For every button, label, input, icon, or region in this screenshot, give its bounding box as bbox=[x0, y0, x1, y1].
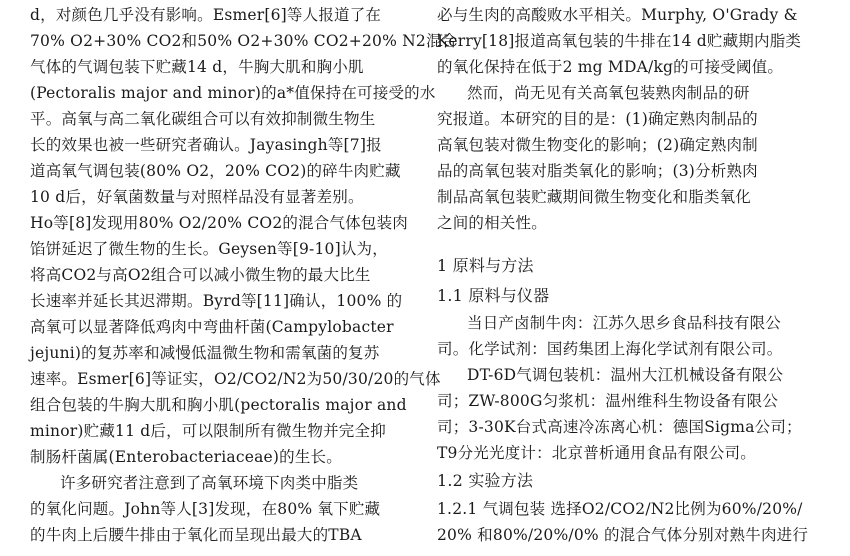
paragraph-first-line: 然而，尚无见有关高氧包装熟肉制品的研 bbox=[467, 84, 750, 102]
text-line: 速率。Esmer[6]等证实，O2/CO2/N2为50/30/20的气体 bbox=[30, 370, 441, 388]
subsection-heading: 1.1 原料与仪器 bbox=[437, 286, 550, 305]
text-line: 司；3-30K台式高速冷冻离心机：德国Sigma公司； bbox=[437, 418, 802, 436]
text-line: 70% O2+30% CO2和50% O2+30% CO2+20% N2混合 bbox=[30, 32, 458, 50]
text-line: 将高CO2与高O2组合可以减小微生物的最大比生 bbox=[30, 266, 371, 284]
text-line: d，对颜色几乎没有影响。Esmer[6]等人报道了在 bbox=[30, 6, 382, 24]
subsubsection-line: 1.2.1 气调包装 选择O2/CO2/N2比例为60%/20%/ bbox=[437, 500, 803, 518]
text-line: 组合包装的牛胸大肌和胸小肌(pectoralis major and bbox=[30, 396, 407, 414]
text-line: T9分光光度计：北京普析通用食品有限公司。 bbox=[437, 444, 756, 462]
text-line: 长速率并延长其迟滞期。Byrd等[11]确认，100% 的 bbox=[30, 292, 403, 310]
paragraph-first-line: 许多研究者注意到了高氧环境下肉类中脂类 bbox=[60, 474, 359, 492]
text-line: 的氧化问题。John等人[3]发现，在80% 氧下贮藏 bbox=[30, 500, 381, 518]
text-line: 的牛肉上后腰牛排由于氧化而呈现出最大的TBA bbox=[30, 526, 362, 544]
text-line: 制品高氧包装贮藏期间微生物变化和脂类氧化 bbox=[437, 188, 752, 206]
text-line: 究报道。本研究的目的是：(1)确定熟肉制品的 bbox=[437, 110, 758, 128]
text-line: 平。高氧与高二氧化碳组合可以有效抑制微生物生 bbox=[30, 110, 376, 128]
paragraph-first-line: 当日产卤制牛肉：江苏久思乡食品科技有限公 bbox=[467, 314, 782, 332]
text-line: minor)贮藏11 d后，可以限制所有微生物并完全抑 bbox=[30, 422, 386, 440]
text-line: 制肠杆菌属(Enterobacteriaceae)的生长。 bbox=[30, 448, 342, 466]
text-line: 之间的相关性。 bbox=[437, 214, 547, 232]
text-line: 品的高氧包装对脂类氧化的影响；(3)分析熟肉 bbox=[437, 162, 758, 180]
subsection-heading: 1.2 实验方法 bbox=[437, 471, 534, 490]
text-line: 高氧可以显著降低鸡肉中弯曲杆菌(Campylobacter bbox=[30, 318, 394, 336]
section-heading: 1 原料与方法 bbox=[437, 256, 534, 275]
text-line: jejuni)的复苏率和减慢低温微生物和需氧菌的复苏 bbox=[30, 344, 380, 362]
text-line: 20% 和80%/20%/0% 的混合气体分别对熟牛肉进行 bbox=[437, 526, 809, 544]
text-line: 的氧化保持在低于2 mg MDA/kg的可接受阈值。 bbox=[437, 58, 784, 76]
text-line: 司。化学试剂：国药集团上海化学试剂有限公司。 bbox=[437, 340, 783, 358]
paragraph-first-line: DT-6D气调包装机：温州大江机械设备有限公 bbox=[467, 366, 784, 384]
text-line: 馅饼延迟了微生物的生长。Geysen等[9-10]认为， bbox=[30, 240, 388, 258]
text-line: Ho等[8]发现用80% O2/20% CO2的混合气体包装肉 bbox=[30, 214, 408, 232]
text-line: 10 d后，好氧菌数量与对照样品没有显著差别。 bbox=[30, 188, 364, 206]
text-line: 长的效果也被一些研究者确认。Jayasingh等[7]报 bbox=[30, 136, 382, 154]
text-line: 司；ZW-800G匀浆机：温州维科生物设备有限公 bbox=[437, 392, 779, 410]
text-line: 气体的气调包装下贮藏14 d，牛胸大肌和胸小肌 bbox=[30, 58, 364, 76]
text-line: 必与生肉的高酸败水平相关。Murphy, O'Grady & bbox=[437, 6, 798, 24]
text-line: 高氧包装对微生物变化的影响；(2)确定熟肉制 bbox=[437, 136, 758, 154]
text-line: Kerry[18]报道高氧包装的牛排在14 d贮藏期内脂类 bbox=[437, 32, 802, 50]
text-line: (Pectoralis major and minor)的a*值保持在可接受的水 bbox=[30, 84, 436, 102]
text-line: 道高氧气调包装(80% O2，20% CO2)的碎牛肉贮藏 bbox=[30, 162, 401, 180]
